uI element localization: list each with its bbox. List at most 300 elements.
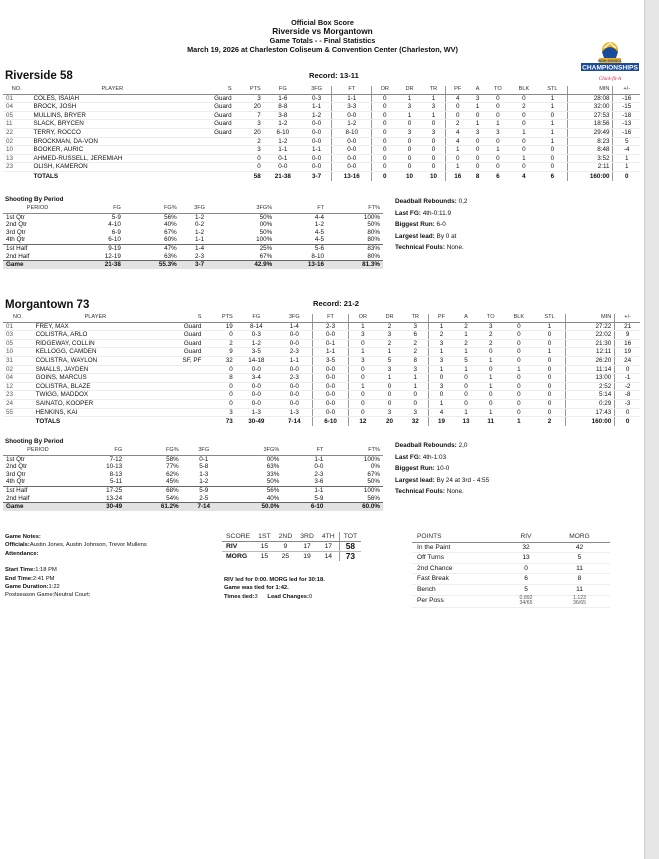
stat-cell: 2	[204, 339, 235, 348]
box-score-table-riverside	[3, 86, 640, 181]
period-cell: 2nd Half	[6, 494, 30, 502]
stat-cell: 0	[446, 111, 470, 120]
total-cell: 0	[372, 171, 398, 180]
total-cell: 0	[615, 417, 640, 426]
period-row	[3, 463, 383, 471]
stat-cell: 0	[349, 391, 377, 400]
total-cell: 20	[376, 417, 402, 426]
stat-cell: 0	[538, 163, 567, 172]
team-note-line	[395, 475, 489, 487]
stat-cell: 05	[3, 339, 33, 348]
total-cell: 6	[538, 171, 567, 180]
stat-cell: -2	[615, 382, 640, 391]
stat-cell: 0-0	[277, 391, 312, 400]
period-table-morgantown	[3, 447, 383, 511]
stat-cell: 2	[510, 103, 539, 112]
period-cell: 80%	[367, 228, 380, 236]
team-notes-riverside	[395, 196, 467, 254]
total-cell: 73	[204, 417, 235, 426]
stat-cell: GOINS, MARCUS	[33, 374, 159, 383]
total-cell: 13	[454, 417, 478, 426]
column-header: FT	[312, 314, 348, 322]
total-cell	[194, 171, 235, 180]
team-note-label: Last FG:	[395, 453, 421, 461]
lead-line-1: RIV led for 0:00. MORG led for 30:18.	[224, 577, 325, 583]
period-cell: 67%	[164, 228, 177, 236]
period-cell: 4-10	[108, 221, 121, 229]
period-cell: 54%	[166, 494, 179, 502]
stat-cell: 1	[454, 331, 478, 340]
stat-cell: 01	[3, 94, 31, 103]
total-cell: 2	[534, 417, 565, 426]
header-line-1: Official Box Score	[291, 18, 354, 27]
stat-cell: 0	[503, 408, 534, 417]
stat-cell: 0	[376, 391, 402, 400]
stat-cell: 0-0	[277, 331, 312, 340]
stat-cell: 0-0	[236, 365, 277, 374]
column-header: MIN	[565, 314, 614, 322]
stat-cell: 0	[372, 154, 398, 163]
stat-cell: 0	[397, 154, 421, 163]
stat-cell: 0	[486, 137, 510, 146]
period-cell: 2nd Qtr	[6, 463, 27, 471]
team-note-value: 6-0	[434, 221, 446, 228]
stat-cell: 0	[534, 374, 565, 383]
points-cell: Fast Break	[412, 574, 503, 585]
stat-cell: -1	[615, 374, 640, 383]
stat-cell: 3-5	[312, 356, 348, 365]
stat-cell: 0	[397, 120, 421, 129]
stat-cell	[194, 154, 235, 163]
stat-cell: 3	[403, 365, 429, 374]
total-cell: TOTALS	[31, 171, 195, 180]
stat-cell	[194, 146, 235, 155]
team-note-line	[395, 463, 489, 475]
game-cell: 21-38	[72, 261, 124, 269]
score-cell: 17	[318, 542, 339, 552]
team-note-value: 2,0	[456, 442, 468, 449]
column-header: PF	[429, 314, 454, 322]
score-cell: 17	[296, 542, 318, 552]
points-row	[412, 542, 610, 553]
table-row	[3, 339, 640, 348]
stat-cell: 0	[469, 154, 486, 163]
stat-cell: 0	[510, 120, 539, 129]
period-cell: 4-5	[314, 236, 325, 244]
lead-line-2: Game was tied for 1:42.	[224, 585, 289, 592]
stat-cell: 3	[397, 103, 421, 112]
stat-cell: BOOKER, AURIC	[31, 146, 195, 155]
column-header: OR	[372, 86, 398, 94]
stat-cell: 4	[446, 94, 470, 103]
score-column-header: 2ND	[275, 532, 297, 542]
period-cell: 8-13	[109, 470, 123, 478]
stat-cell: COLISTRA, ARLO	[33, 331, 159, 340]
stat-cell: 0	[204, 331, 235, 340]
column-header: 3FG	[182, 447, 226, 455]
stat-cell: 0	[510, 94, 539, 103]
points-column-header: POINTS	[412, 532, 503, 542]
header-line-2: Riverside vs Morgantown	[272, 26, 373, 36]
team-note-label: Largest lead:	[395, 232, 435, 240]
stat-cell: 31	[3, 356, 33, 365]
stat-cell: 0	[469, 163, 486, 172]
period-cell: 100%	[326, 486, 383, 494]
stat-cell: 3	[403, 322, 429, 331]
points-cell: 2nd Chance	[412, 563, 503, 574]
stat-cell: 6-10	[264, 128, 302, 137]
stat-cell: 4	[446, 137, 470, 146]
stat-cell: 3	[397, 128, 421, 137]
stat-cell: 1-2	[264, 120, 302, 129]
stat-cell: 9	[204, 348, 235, 357]
stat-cell: 0	[478, 391, 503, 400]
record-riverside: Record: 13-11	[309, 71, 359, 80]
table-row	[3, 94, 640, 103]
column-header: FG	[264, 86, 302, 94]
period-cell: 1st Qtr	[6, 455, 25, 463]
stat-cell: 1-3	[236, 408, 277, 417]
column-header: +/-	[613, 86, 640, 94]
table-row	[3, 382, 640, 391]
stat-cell: -16	[613, 128, 640, 137]
period-cell: 56%	[226, 486, 283, 494]
team-note-value: 10-0	[434, 465, 450, 472]
stat-cell: 1-1	[277, 356, 312, 365]
column-header: PTS	[235, 86, 264, 94]
column-header: A	[469, 86, 486, 94]
period-cell: 2nd Half	[6, 252, 30, 260]
stat-cell: 0	[469, 137, 486, 146]
stat-cell: 1	[349, 348, 377, 357]
game-cell: Game	[3, 261, 72, 269]
score-cell: MORG	[226, 553, 248, 560]
period-cell: 1st Qtr	[6, 213, 25, 221]
stat-cell: 22:02	[565, 331, 614, 340]
period-cell: 0-2	[194, 221, 205, 229]
box-header-row	[3, 314, 640, 322]
total-cell: 10	[422, 171, 446, 180]
stat-cell: 0-0	[332, 163, 372, 172]
stat-cell: 0-0	[312, 374, 348, 383]
column-header: FT	[275, 205, 327, 213]
score-column-header: 4TH	[318, 532, 339, 542]
stat-cell: RIDGEWAY, COLLIN	[33, 339, 159, 348]
stat-cell: 0-0	[236, 399, 277, 408]
times-tied-value: 3	[254, 593, 258, 600]
period-cell: 6-9	[111, 228, 121, 236]
points-header-row	[412, 532, 610, 542]
stat-cell: 0-0	[302, 154, 332, 163]
points-cell: 13	[503, 553, 549, 564]
stat-cell: 01	[3, 322, 33, 331]
stat-cell: 2	[403, 339, 429, 348]
stat-cell: 0-0	[312, 408, 348, 417]
score-cell: 58	[339, 542, 361, 552]
stat-cell: 0-0	[332, 154, 372, 163]
team-note-label: Technical Fouls:	[395, 244, 445, 251]
period-row	[3, 455, 383, 463]
stat-cell: SMALLS, JAYDEN	[33, 365, 159, 374]
championships-logo	[580, 40, 640, 92]
table-row	[3, 348, 640, 357]
stat-cell: FREY, MAX	[33, 322, 159, 331]
stat-cell: 5	[454, 356, 478, 365]
stat-cell: 3	[469, 128, 486, 137]
stat-cell: 3	[376, 408, 402, 417]
stat-cell: 23	[3, 163, 31, 172]
total-cell: 32	[403, 417, 429, 426]
per-poss-label: Per Poss	[412, 595, 503, 607]
stat-cell: 3	[469, 94, 486, 103]
score-cell: 15	[254, 542, 274, 552]
stat-cell: 0	[534, 331, 565, 340]
game-cell: 7-14	[182, 503, 226, 511]
stat-cell: 1	[538, 94, 567, 103]
stat-cell	[194, 163, 235, 172]
table-row	[3, 103, 640, 112]
total-cell: 160:00	[565, 417, 614, 426]
score-header-row	[222, 532, 361, 542]
stat-cell	[194, 137, 235, 146]
period-cell: 7-12	[109, 455, 123, 463]
points-cell: 0	[503, 563, 549, 574]
table-row	[3, 356, 640, 365]
stat-cell: 1	[538, 128, 567, 137]
period-cell: 56%	[367, 494, 380, 502]
stat-cell: 0	[534, 399, 565, 408]
stat-cell: 1	[510, 154, 539, 163]
points-row	[412, 563, 610, 574]
period-cell: 1-4	[180, 244, 220, 252]
points-cell: 32	[503, 542, 549, 553]
record-morgantown: Record: 21-2	[313, 299, 360, 308]
period-row	[3, 213, 383, 221]
stat-cell: 0-0	[332, 146, 372, 155]
stat-cell: 8-14	[236, 322, 277, 331]
game-cell: 60.0%	[326, 503, 383, 511]
column-header: TR	[403, 314, 429, 322]
stat-cell: 5	[613, 137, 640, 146]
game-cell: 3-7	[180, 261, 220, 269]
stat-cell: 1	[349, 322, 377, 331]
period-cell: 1-1	[314, 455, 324, 463]
logo-main-text: CHAMPIONSHIPS	[582, 64, 638, 72]
period-cell: 8-10	[311, 252, 325, 260]
stat-cell: COLES, ISAIAH	[31, 94, 195, 103]
stat-cell: 2-3	[277, 374, 312, 383]
column-header: FT	[332, 86, 372, 94]
stat-cell: 28:08	[567, 94, 613, 103]
stat-cell: 27:22	[565, 322, 614, 331]
stat-cell: 0	[403, 399, 429, 408]
postseason-note: Postseason Game;Neutral Court;	[5, 592, 91, 599]
column-header: NO.	[3, 86, 31, 94]
stat-cell: 3	[235, 146, 264, 155]
stat-cell: 04	[3, 103, 31, 112]
stat-cell: 22	[3, 128, 31, 137]
stat-cell: 8-10	[332, 128, 372, 137]
score-column-header: 1ST	[254, 532, 274, 542]
period-cell: 1-2	[199, 478, 209, 486]
table-row	[3, 111, 640, 120]
stat-cell: 4	[446, 128, 470, 137]
period-cell: 77%	[166, 463, 179, 471]
stat-cell: 0	[376, 382, 402, 391]
stat-cell: Guard	[158, 331, 204, 340]
stat-cell: 0-0	[312, 331, 348, 340]
stat-cell: 2-3	[277, 348, 312, 357]
stat-cell: 2	[478, 339, 503, 348]
stat-cell: 0-0	[236, 391, 277, 400]
stat-cell: 0	[349, 339, 377, 348]
period-row	[3, 221, 383, 229]
stat-cell: 13:00	[565, 374, 614, 383]
stat-cell: 0	[454, 374, 478, 383]
total-cell: 1	[503, 417, 534, 426]
stat-cell: 0-0	[264, 163, 302, 172]
stat-cell: 32:00	[567, 103, 613, 112]
period-cell: 1-2	[194, 228, 205, 236]
stat-cell	[158, 399, 204, 408]
total-cell: 16	[446, 171, 470, 180]
officials-label: Officials:	[5, 542, 30, 549]
stat-cell: 1	[397, 111, 421, 120]
points-cell: 11	[549, 563, 610, 574]
stat-cell: 11:14	[565, 365, 614, 374]
total-cell: 12	[349, 417, 377, 426]
stat-cell: 3	[349, 356, 377, 365]
period-cell: 4th Qtr	[6, 478, 26, 486]
period-cell: 45%	[166, 478, 179, 486]
game-notes	[5, 533, 147, 600]
period-cell: 25%	[219, 244, 275, 252]
stat-cell: TERRY, ROCCO	[31, 128, 195, 137]
stat-cell: 1-6	[264, 94, 302, 103]
stat-cell: MULLINS, BRYER	[31, 111, 195, 120]
period-cell: 9-19	[72, 244, 124, 252]
stat-cell: 0	[510, 137, 539, 146]
stat-cell: 1-1	[264, 146, 302, 155]
stat-cell: 3	[403, 408, 429, 417]
stat-cell: 3	[376, 331, 402, 340]
period-cell: 5-9	[314, 494, 324, 502]
stat-cell: 0	[469, 146, 486, 155]
stat-cell: SLACK, BRYCEN	[31, 120, 195, 129]
stat-cell: 1	[478, 356, 503, 365]
column-header: 3FG	[302, 86, 332, 94]
team-note-line	[395, 231, 467, 243]
period-cell: 0-1	[199, 455, 209, 463]
column-header: OR	[349, 314, 377, 322]
stat-cell: 3	[235, 94, 264, 103]
stat-cell: 1-2	[264, 137, 302, 146]
stat-cell: -4	[613, 146, 640, 155]
stat-cell: 04	[3, 374, 33, 383]
officials-value: Austin Jones, Austin Johnson, Trevor Mullens	[29, 542, 147, 549]
team-note-line	[395, 208, 467, 220]
team-note-line	[395, 219, 467, 231]
team-notes-morgantown	[395, 440, 489, 498]
stat-cell: 1	[422, 94, 446, 103]
stat-cell: -18	[613, 111, 640, 120]
team-note-value: By 24 at 3rd - 4:55	[434, 476, 490, 484]
column-header: +/-	[615, 314, 640, 322]
game-cell: 50.0%	[226, 503, 283, 511]
stat-cell: 0	[454, 391, 478, 400]
period-cell: 4-4	[314, 213, 325, 221]
stat-cell	[158, 408, 204, 417]
column-header: PLAYER	[33, 314, 159, 322]
stat-cell: 3-5	[236, 348, 277, 357]
stat-cell: 0-0	[332, 137, 372, 146]
points-row	[412, 584, 610, 595]
team-note-line	[395, 486, 489, 498]
stat-cell: 19	[204, 322, 235, 331]
stat-cell: Guard	[194, 111, 235, 120]
team-note-value: 4th-1:03	[420, 453, 447, 461]
team-title-morgantown: Morgantown 73	[5, 299, 90, 311]
start-time-value: 1:18 PM	[35, 567, 57, 574]
stat-cell: 1	[538, 120, 567, 129]
period-cell: 1st Half	[3, 244, 72, 252]
table-row	[3, 322, 640, 331]
stat-cell: 1-1	[312, 348, 348, 357]
stat-cell: 4	[429, 408, 454, 417]
game-cell: 30-49	[73, 503, 125, 511]
team-note-value: 0,2	[456, 198, 468, 205]
points-cell: 8	[549, 574, 610, 585]
period-header-row	[3, 205, 383, 213]
stat-cell: 23	[3, 391, 33, 400]
team-note-line	[395, 452, 489, 464]
stat-cell: 3	[429, 356, 454, 365]
stat-cell: 0	[372, 94, 398, 103]
period-cell: 40%	[164, 221, 177, 229]
score-column-header: TOT	[339, 532, 361, 542]
stat-cell: 0	[204, 391, 235, 400]
stat-cell: 1	[478, 374, 503, 383]
stat-cell: 8:23	[567, 137, 613, 146]
stat-cell: 0	[422, 163, 446, 172]
stat-cell: 05	[3, 111, 31, 120]
stat-cell: 3	[422, 128, 446, 137]
stat-cell: 2:52	[565, 382, 614, 391]
stat-cell	[158, 374, 204, 383]
table-row	[3, 374, 640, 383]
stat-cell: 0-0	[277, 365, 312, 374]
column-header: FG	[236, 314, 277, 322]
stat-cell: 1	[510, 128, 539, 137]
stat-cell: 0	[503, 399, 534, 408]
column-header: PF	[446, 86, 470, 94]
stat-cell: 1	[613, 154, 640, 163]
per-poss-row	[412, 595, 610, 607]
per-poss-cell	[549, 595, 610, 607]
period-cell: 50%	[259, 228, 273, 236]
stat-cell: 26:20	[565, 356, 614, 365]
period-cell: 13-24	[106, 494, 123, 502]
period-cell: 0%	[370, 463, 380, 471]
stat-cell: 1	[454, 408, 478, 417]
stat-cell: 0	[372, 146, 398, 155]
stat-cell: TWIGG, MADDOX	[33, 391, 159, 400]
column-header: DR	[397, 86, 421, 94]
game-cell: 42.9%	[219, 261, 275, 269]
total-cell: 7-14	[277, 417, 312, 426]
stat-cell: 1-1	[302, 103, 332, 112]
total-cell: TOTALS	[33, 417, 159, 426]
